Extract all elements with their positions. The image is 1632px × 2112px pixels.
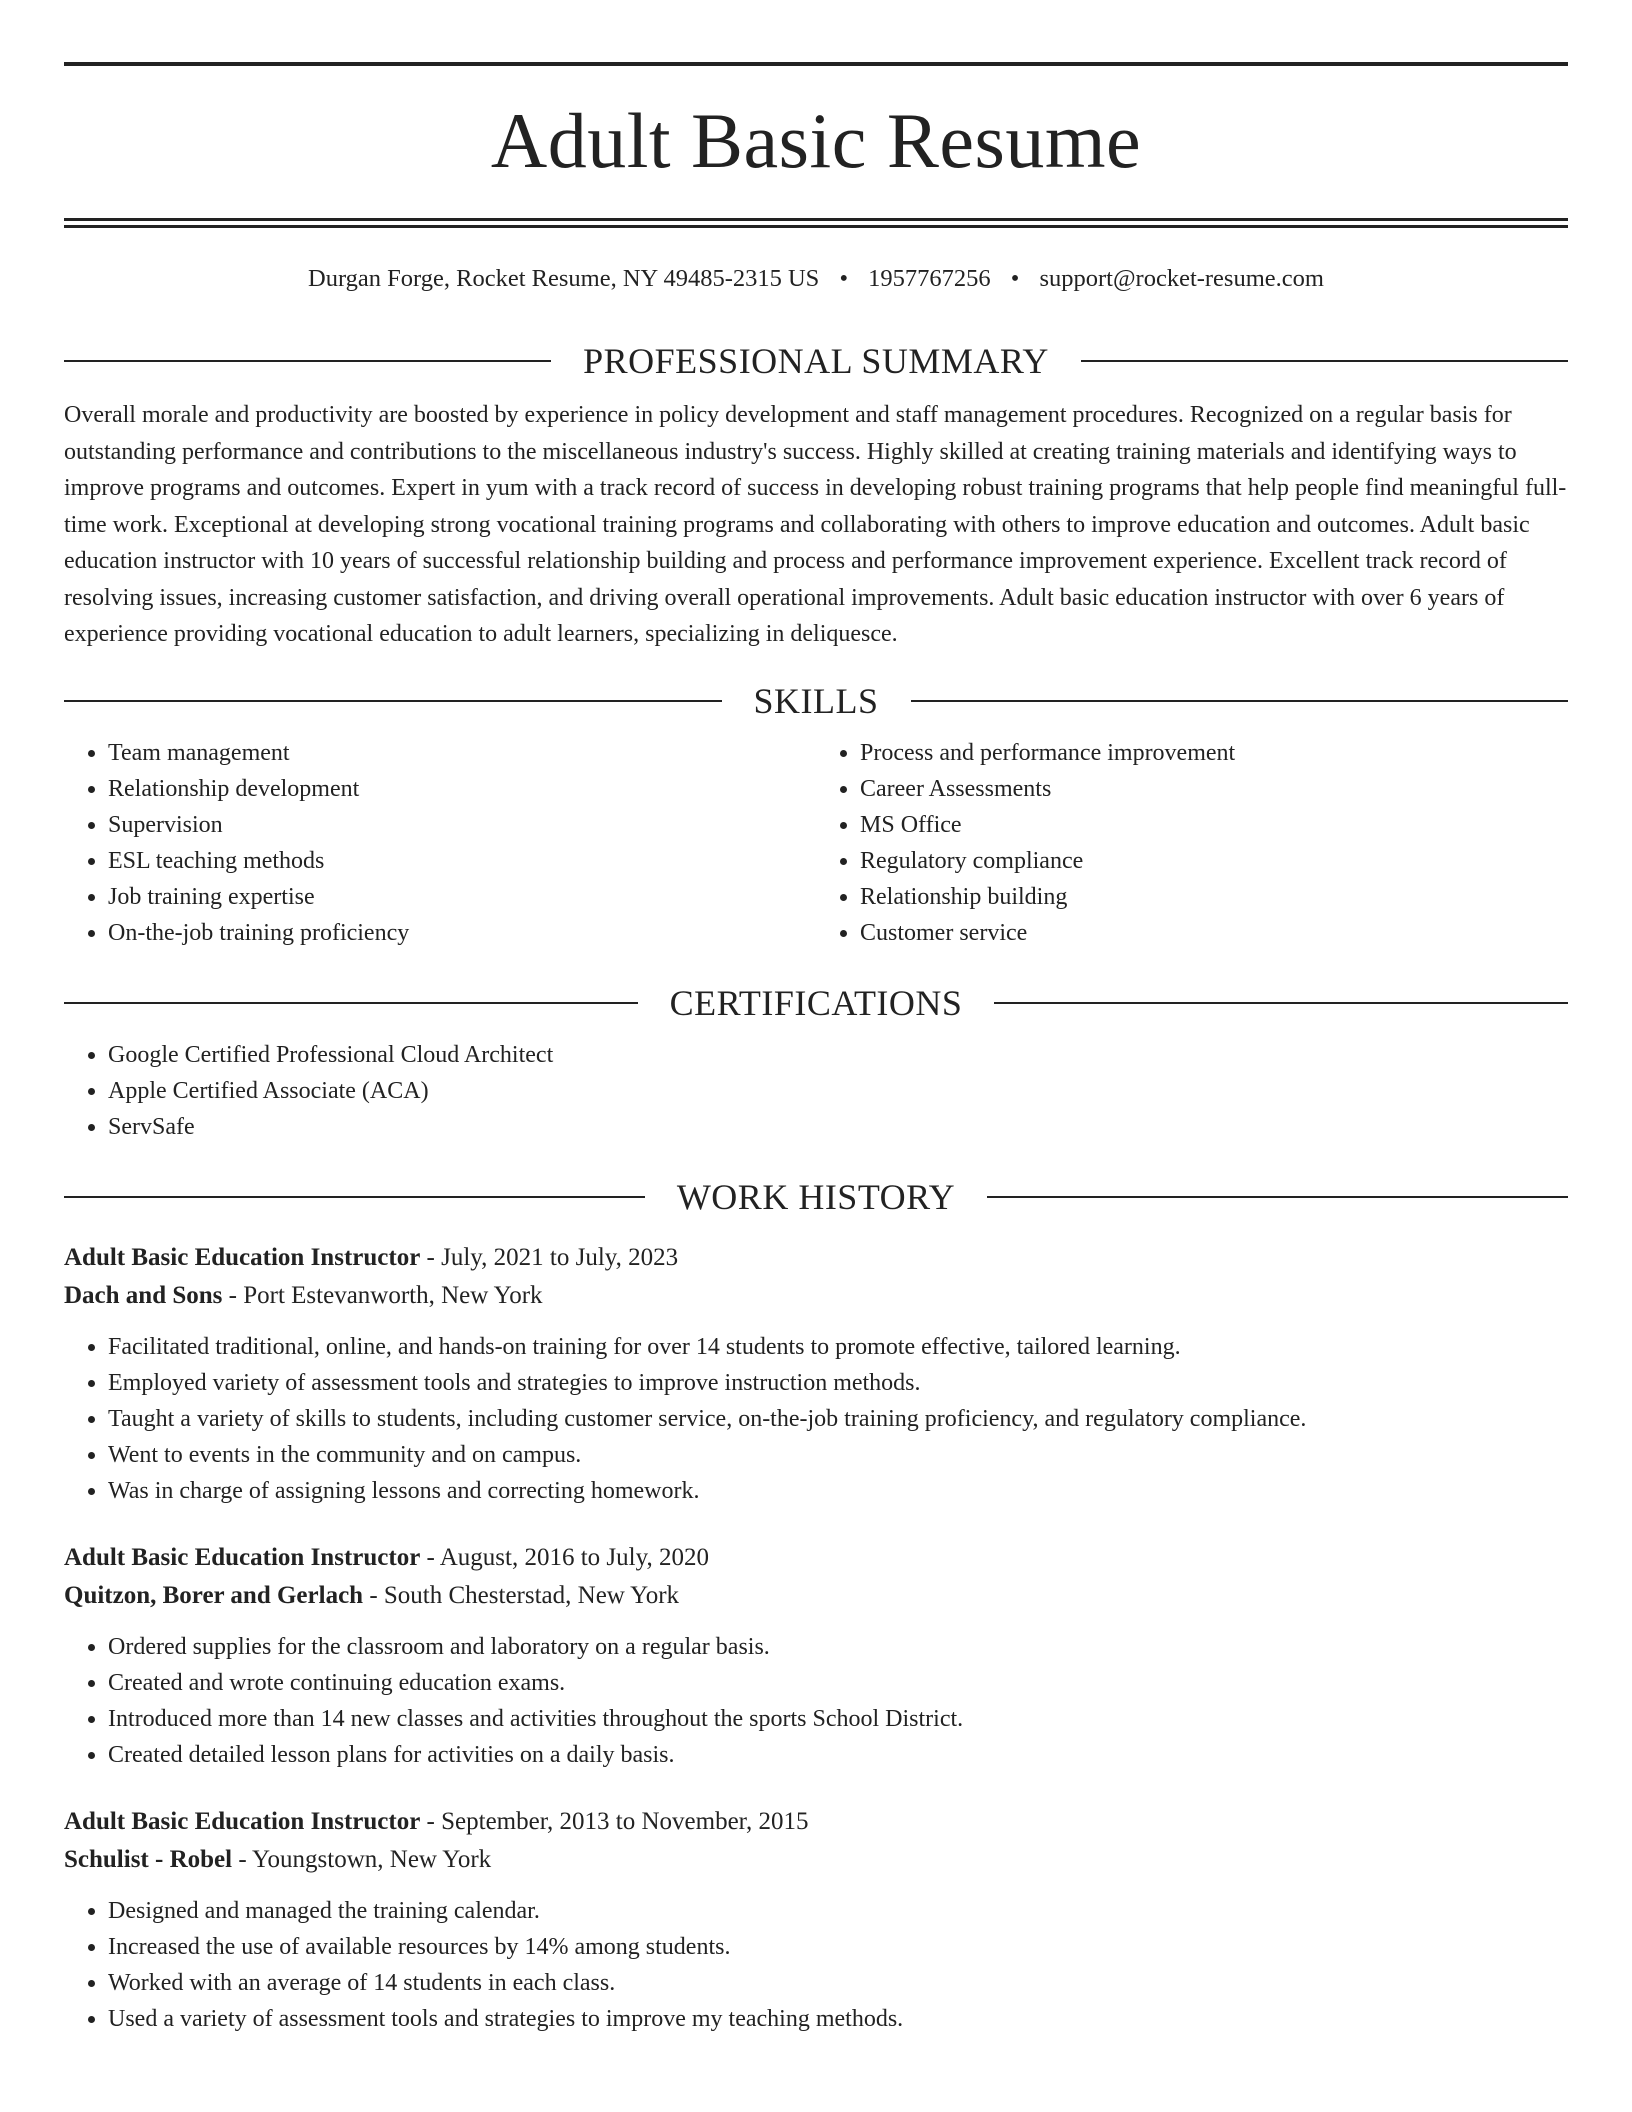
skill-item: • Career Assessments (860, 771, 1568, 807)
job-bullet: • Went to events in the community and on campus. (108, 1437, 1568, 1473)
heading-rule-left (64, 1002, 638, 1004)
job-company-line (64, 1841, 1568, 1879)
job-bullet: • Created and wrote continuing education exams. (108, 1665, 1568, 1701)
job-title-line (64, 1803, 1568, 1841)
work-history-heading-label: WORK HISTORY (676, 1176, 956, 1217)
contact-email: support@rocket-resume.com (1039, 265, 1324, 292)
skill-item: • MS Office (860, 807, 1568, 843)
skills-heading-label: SKILLS (753, 680, 879, 721)
certifications-heading-label: CERTIFICATIONS (669, 982, 963, 1023)
job-bullet: • Ordered supplies for the classroom and laboratory on a regular basis. (108, 1629, 1568, 1665)
skills-list-right (816, 735, 1568, 951)
skills-section-heading (64, 680, 1568, 721)
skill-item: • Job training expertise (108, 879, 816, 915)
job-company: Dach and Sons (64, 1281, 223, 1309)
skill-item: • On-the-job training proficiency (108, 915, 816, 951)
job-bullet: • Taught a variety of skills to students, including customer service, on-the-job training proficiency, and regulatory compliance. (108, 1401, 1568, 1437)
heading-rule-right (911, 700, 1569, 702)
skill-item: • Regulatory compliance (860, 843, 1568, 879)
contact-phone: 1957767256 (868, 265, 991, 292)
job-dates: - September, 2013 to November, 2015 (420, 1807, 809, 1835)
job-bullet: • Facilitated traditional, online, and hands-on training for over 14 students to promote effective, tailored learning. (108, 1329, 1568, 1365)
job-location: - Youngstown, New York (232, 1845, 492, 1873)
job-company: Schulist - Robel (64, 1845, 233, 1873)
job-location: - South Chesterstad, New York (363, 1581, 680, 1609)
work-history-section-heading (64, 1176, 1568, 1217)
job-title-line (64, 1239, 1568, 1277)
job-entry (64, 1803, 1568, 2037)
job-dates: - July, 2021 to July, 2023 (420, 1243, 679, 1271)
job-entry (64, 1239, 1568, 1509)
job-bullet: • Increased the use of available resources by 14% among students. (108, 1929, 1568, 1965)
skill-item: • Process and performance improvement (860, 735, 1568, 771)
job-bullets (64, 1629, 1568, 1773)
skill-item: • Team management (108, 735, 816, 771)
contact-separator: • (1010, 265, 1020, 292)
skills-columns (64, 735, 1568, 951)
title-double-rule (64, 218, 1568, 228)
job-company: Quitzon, Borer and Gerlach (64, 1581, 364, 1609)
heading-rule-right (994, 1002, 1568, 1004)
job-title: Adult Basic Education Instructor (64, 1243, 421, 1271)
job-bullet: • Introduced more than 14 new classes and activities throughout the sports School District. (108, 1701, 1568, 1737)
job-bullet: • Employed variety of assessment tools and strategies to improve instruction methods. (108, 1365, 1568, 1401)
job-company-line (64, 1277, 1568, 1315)
skill-item: • Customer service (860, 915, 1568, 951)
job-dates: - August, 2016 to July, 2020 (420, 1543, 709, 1571)
summary-section-heading (64, 341, 1568, 382)
job-bullet: • Worked with an average of 14 students in each class. (108, 1965, 1568, 2001)
heading-rule-left (64, 1196, 645, 1198)
certification-item: • Apple Certified Associate (ACA) (108, 1073, 1568, 1109)
certifications-list (64, 1037, 1568, 1145)
job-company-line (64, 1577, 1568, 1615)
summary-text: Overall morale and productivity are boosted by experience in policy development and staff management procedures. Recognized on a regular basis for outstanding performance and contributions to the miscellaneous industry's success. Highly skilled at creating training materials and identifying ways to improve programs and outcomes. Expert in yum with a track record of success in developing robust training programs that help people find meaningful full-time work. Exceptional at developing strong vocational training programs and collaborating with others to improve education and outcomes. Adult basic education instructor with 10 years of successful relationship building and process and performance improvement experience. Excellent track record of resolving issues, increasing customer satisfaction, and driving overall operational improvements. Adult basic education instructor with over 6 years of experience providing vocational education to adult learners, specializing in deliquesce. (64, 402, 1567, 648)
contact-separator: • (839, 265, 849, 292)
job-bullet: • Designed and managed the training calendar. (108, 1893, 1568, 1929)
skills-list-left (64, 735, 816, 951)
resume-title: Adult Basic Resume (490, 97, 1142, 184)
heading-rule-left (64, 360, 551, 362)
heading-rule-right (1081, 360, 1568, 362)
skill-item: • Supervision (108, 807, 816, 843)
heading-rule-right (987, 1196, 1568, 1198)
contact-address: Durgan Forge, Rocket Resume, NY 49485-2315 US (308, 265, 820, 292)
job-bullets (64, 1329, 1568, 1509)
heading-rule-left (64, 700, 722, 702)
contact-line (64, 264, 1568, 293)
job-bullets (64, 1893, 1568, 2037)
top-rule (64, 62, 1568, 66)
job-title: Adult Basic Education Instructor (64, 1807, 421, 1835)
job-bullet: • Used a variety of assessment tools and strategies to improve my teaching methods. (108, 2001, 1568, 2037)
job-bullet: • Created detailed lesson plans for activities on a daily basis. (108, 1737, 1568, 1773)
summary-heading-label: PROFESSIONAL SUMMARY (583, 341, 1049, 382)
job-entry (64, 1539, 1568, 1773)
job-bullet: • Was in charge of assigning lessons and correcting homework. (108, 1473, 1568, 1509)
job-title: Adult Basic Education Instructor (64, 1543, 421, 1571)
skill-item: • Relationship development (108, 771, 816, 807)
certifications-section-heading (64, 982, 1568, 1023)
job-location: - Port Estevanworth, New York (222, 1281, 543, 1309)
certification-item: • ServSafe (108, 1109, 1568, 1145)
skill-item: • Relationship building (860, 879, 1568, 915)
certification-item: • Google Certified Professional Cloud Architect (108, 1037, 1568, 1073)
skill-item: • ESL teaching methods (108, 843, 816, 879)
job-title-line (64, 1539, 1568, 1577)
